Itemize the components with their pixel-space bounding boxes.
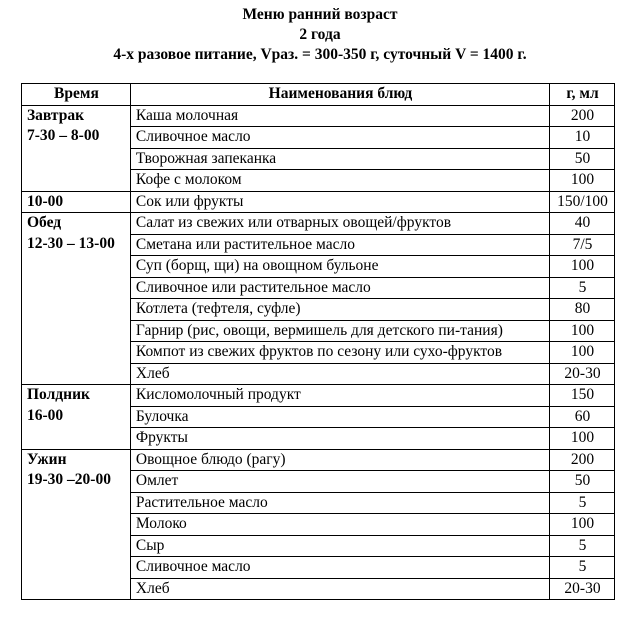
table-row — [22, 105, 615, 127]
table-row — [22, 385, 615, 407]
dish-name-cell: Булочка — [130, 406, 549, 428]
dish-name-cell: Суп (борщ, щи) на овощном бульоне — [130, 256, 549, 278]
dish-name-cell: Сок или фрукты — [130, 191, 549, 213]
dish-name-cell: Сливочное масло — [130, 557, 549, 579]
dish-name-cell: Компот из свежих фруктов по сезону или сухо-фруктов — [130, 342, 549, 364]
amount-cell: 20-30 — [550, 578, 615, 600]
amount-cell: 80 — [550, 299, 615, 321]
meal-time-cell: Обед 12-30 – 13-00 — [22, 213, 131, 385]
amount-cell: 100 — [550, 320, 615, 342]
amount-cell: 50 — [550, 148, 615, 170]
table-header-row — [22, 84, 615, 106]
amount-cell: 100 — [550, 170, 615, 192]
dish-name-cell: Творожная запеканка — [130, 148, 549, 170]
amount-cell: 100 — [550, 428, 615, 450]
amount-cell: 60 — [550, 406, 615, 428]
amount-cell: 50 — [550, 471, 615, 493]
amount-cell: 5 — [550, 557, 615, 579]
amount-cell: 100 — [550, 256, 615, 278]
dish-name-cell: Сметана или растительное масло — [130, 234, 549, 256]
dish-name-cell: Хлеб — [130, 578, 549, 600]
amount-cell: 10 — [550, 127, 615, 149]
column-header-amount: г, мл — [550, 84, 615, 106]
column-header-dish: Наименования блюд — [130, 84, 549, 106]
table-row — [22, 449, 615, 471]
dish-name-cell: Хлеб — [130, 363, 549, 385]
amount-cell: 150 — [550, 385, 615, 407]
meal-time-cell: Завтрак 7-30 – 8-00 — [22, 105, 131, 191]
dish-name-cell: Омлет — [130, 471, 549, 493]
amount-cell: 5 — [550, 277, 615, 299]
meal-time-cell: Полдник 16-00 — [22, 385, 131, 450]
amount-cell: 7/5 — [550, 234, 615, 256]
dish-name-cell: Каша молочная — [130, 105, 549, 127]
amount-cell: 200 — [550, 105, 615, 127]
column-header-time: Время — [22, 84, 131, 106]
dish-name-cell: Сливочное масло — [130, 127, 549, 149]
amount-cell: 150/100 — [550, 191, 615, 213]
dish-name-cell: Сливочное или растительное масло — [130, 277, 549, 299]
dish-name-cell: Фрукты — [130, 428, 549, 450]
amount-cell: 100 — [550, 342, 615, 364]
dish-name-cell: Овощное блюдо (рагу) — [130, 449, 549, 471]
table-row — [22, 213, 615, 235]
menu-table — [21, 83, 615, 600]
feeding-info: 4-х разовое питание, Vраз. = 300-350 г, суточный V = 1400 г. — [113, 46, 527, 63]
table-row — [22, 191, 615, 213]
amount-cell: 20-30 — [550, 363, 615, 385]
document-header — [0, 5, 640, 65]
document-title: Меню ранний возраст — [242, 6, 398, 23]
dish-name-cell: Кофе с молоком — [130, 170, 549, 192]
meal-time-cell: 10-00 — [22, 191, 131, 213]
amount-cell: 5 — [550, 492, 615, 514]
menu-table-body — [22, 105, 615, 600]
dish-name-cell: Кисломолочный продукт — [130, 385, 549, 407]
dish-name-cell: Салат из свежих или отварных овощей/фруктов — [130, 213, 549, 235]
amount-cell: 100 — [550, 514, 615, 536]
amount-cell: 5 — [550, 535, 615, 557]
dish-name-cell: Молоко — [130, 514, 549, 536]
amount-cell: 200 — [550, 449, 615, 471]
meal-time-cell: Ужин 19-30 –20-00 — [22, 449, 131, 600]
dish-name-cell: Котлета (тефтеля, суфле) — [130, 299, 549, 321]
amount-cell: 40 — [550, 213, 615, 235]
dish-name-cell: Гарнир (рис, овощи, вермишель для детского пи-тания) — [130, 320, 549, 342]
dish-name-cell: Растительное масло — [130, 492, 549, 514]
dish-name-cell: Сыр — [130, 535, 549, 557]
age-subtitle: 2 года — [299, 26, 341, 43]
